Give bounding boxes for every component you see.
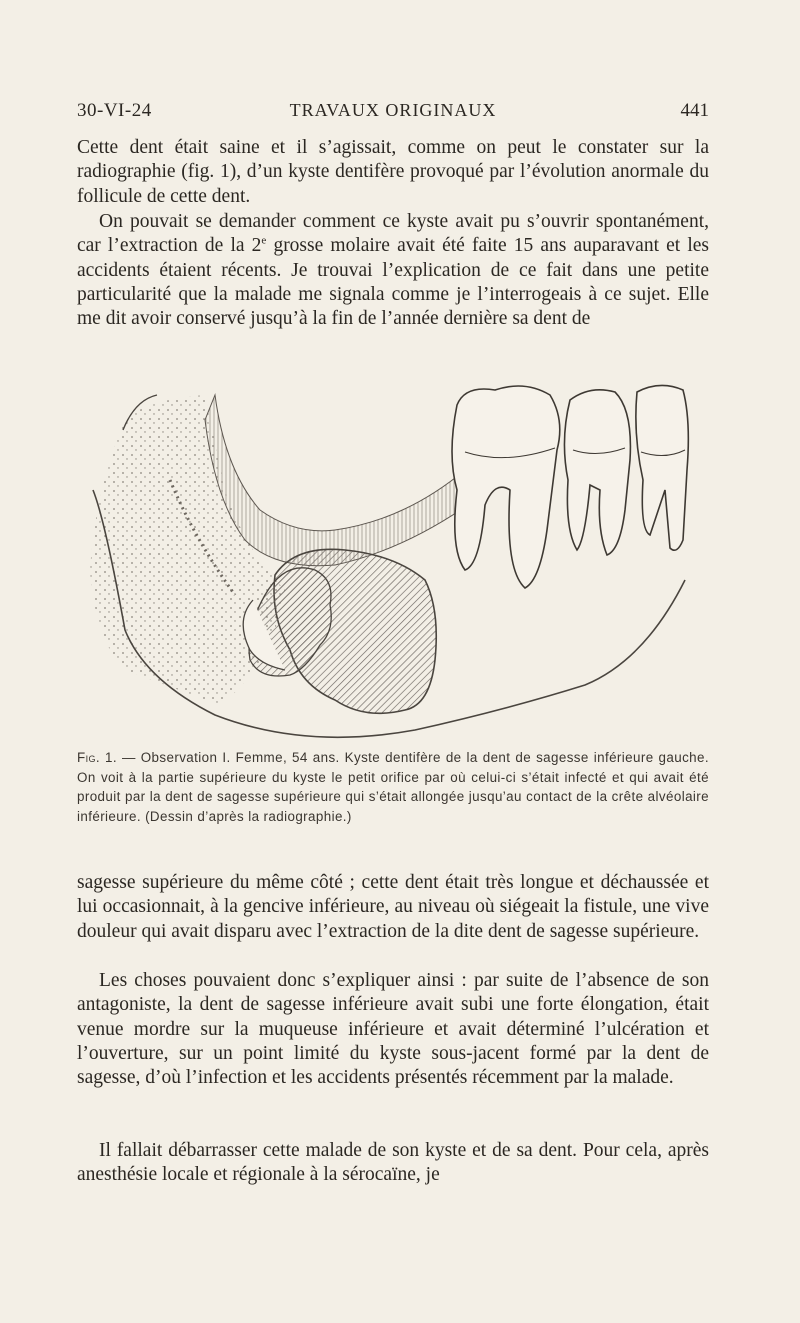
superscript-e: e	[261, 234, 267, 247]
paragraph-1: Cette dent était saine et il s’agissait, comme on peut le constater sur la radiographie (fig. 1), d’un kyste dentifère provoqué par l’évolution anormale du follicule de cette dent.	[77, 137, 709, 207]
paragraph-2-text-a: On pouvait se demander comment ce kyste avait pu s’ouvrir spontanément, car l’extraction de la 2	[77, 211, 709, 257]
molar-tooth-2	[564, 390, 630, 555]
figure-label: Fig. 1.	[77, 750, 117, 765]
paragraph-4: Les choses pouvaient donc s’expliquer ainsi : par suite de l’absence de son antagoniste, la dent de sagesse inférieure avait subi une forte élongation, était venue mordre sur la muqueuse inférieure et avait déterminé l’ulcération et l’ouverture, sur un point limité du kyste sous-jacent formé par la dent de sagesse, d’où l’infection et les accidents présentés récemment par la malade.	[77, 970, 709, 1089]
paragraph-2-text-b: grosse molaire avait été faite 15 ans auparavant et les accidents étaient récents. Je trouvai l’explication de ce fait dans une petite particularité que la malade me signala comme je l’interrogeais à ce sujet. Elle me dit avoir conservé jusqu’à la fin de l’année dernière sa dent de	[77, 235, 710, 330]
molar-tooth-1	[452, 386, 560, 588]
paragraph-2	[77, 210, 709, 331]
page-number: 441	[680, 100, 709, 121]
paragraph-3: sagesse supérieure du même côté ; cette dent était très longue et déchaussée et lui occasionnait, à la gencive inférieure, au niveau où siégeait la fistule, une vive douleur qui avait disparu avec l’extraction de la dite dent de sagesse supérieure.	[77, 872, 709, 942]
figure-caption	[77, 748, 709, 826]
figure-caption-text: — Observation I. Femme, 54 ans. Kyste dentifère de la dent de sagesse inférieure gauche. On voit à la partie supérieure du kyste le petit orifice par où celui-ci s’était infecté et qui avait été produit par la dent de sagesse supérieure qui s’était allongée jusqu’au contact de la crête alvéolaire inférieure. (Dessin d’après la radiographie.)	[77, 750, 710, 824]
jaw-cyst-drawing	[85, 380, 705, 745]
header-date: 30-VI-24	[77, 100, 152, 121]
running-header	[77, 100, 709, 130]
soft-tissue-band	[205, 395, 475, 566]
molar-tooth-3	[636, 385, 688, 550]
header-section-title: TRAVAUX ORIGINAUX	[289, 100, 497, 120]
paragraph-5: Il fallait débarrasser cette malade de son kyste et de sa dent. Pour cela, après anesthésie locale et régionale à la sérocaïne, je	[77, 1140, 709, 1186]
